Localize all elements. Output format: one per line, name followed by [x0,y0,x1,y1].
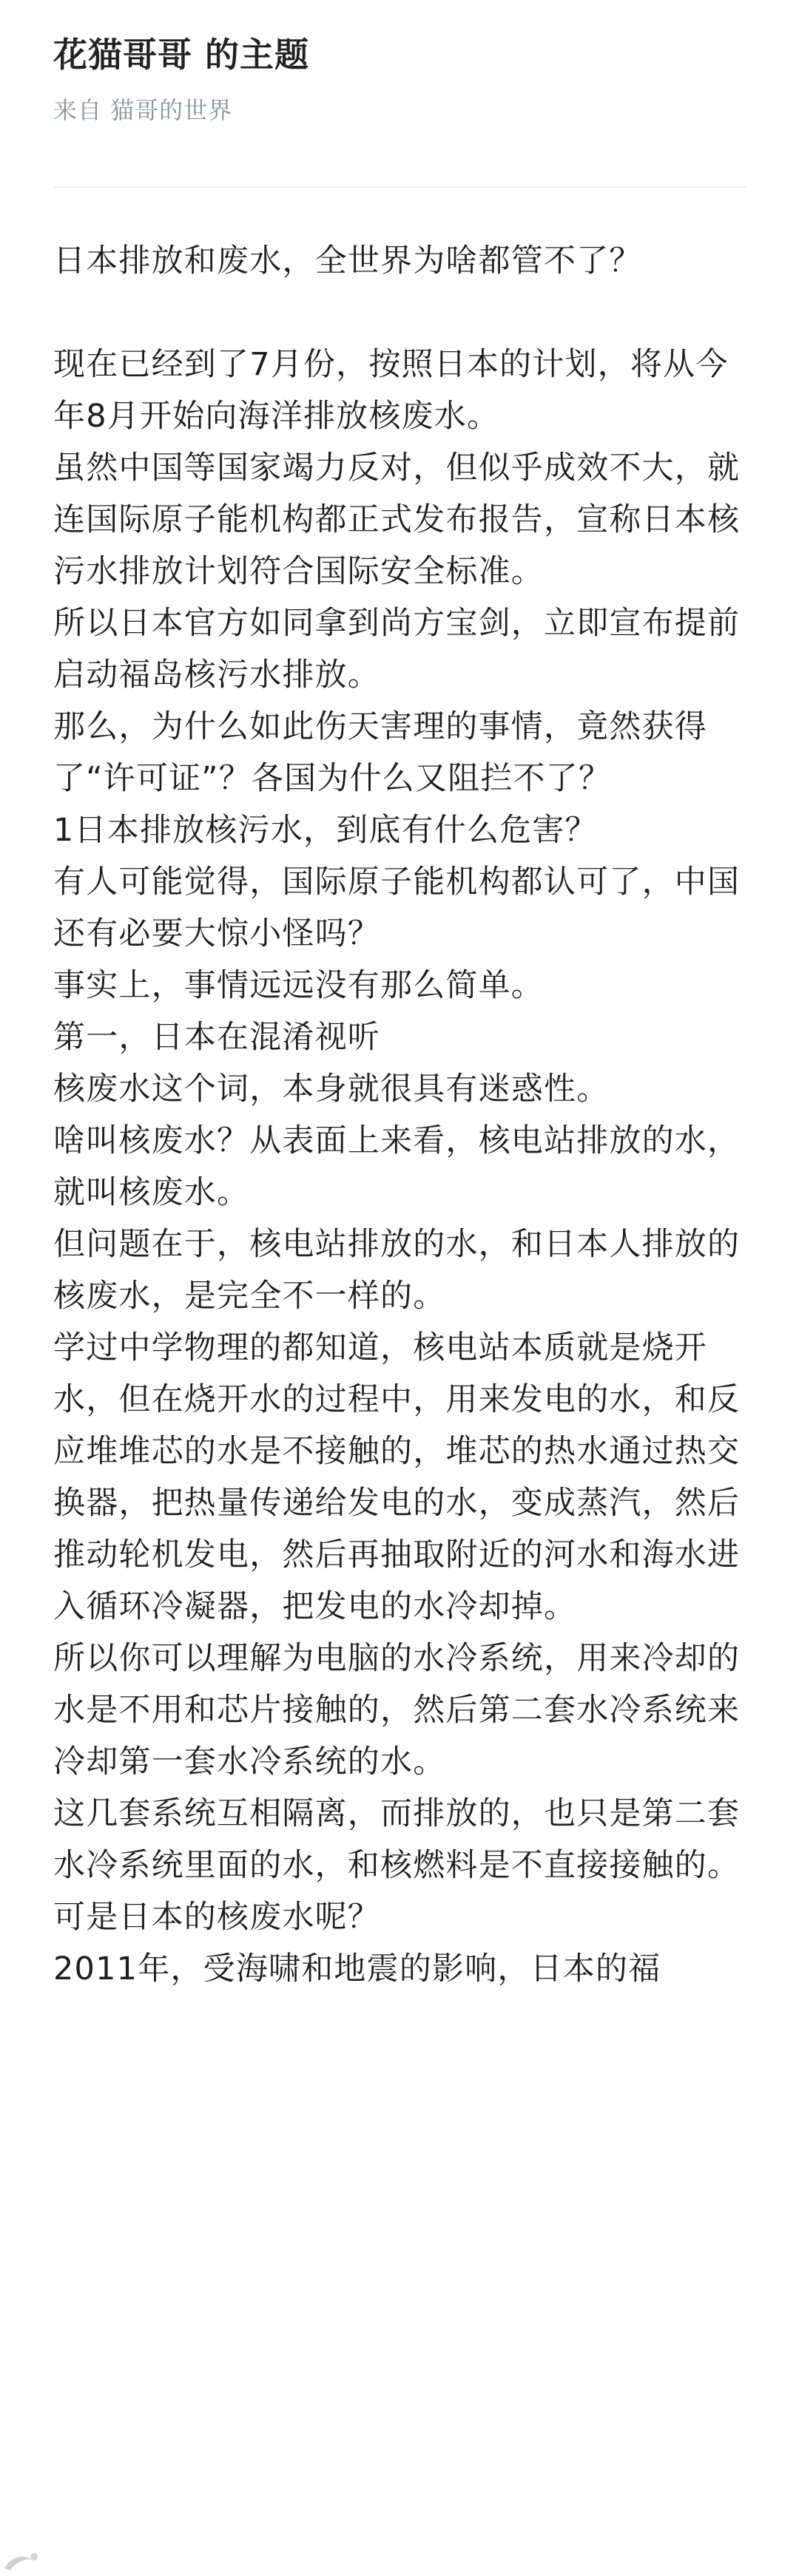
logo-watermark-icon [0,2543,44,2576]
article-paragraph: 有人可能觉得，国际原子能机构都认可了，中国还有必要大惊小怪吗？ [53,864,741,952]
article-paragraph: 但问题在于，核电站排放的水，和日本人排放的核废水，是完全不一样的。 [53,1226,741,1315]
article-paragraph: 2011年，受海啸和地震的影响，日本的福 [53,1950,661,1987]
article-paragraph: 所以你可以理解为电脑的水冷系统，用来冷却的水是不用和芯片接触的，然后第二套水冷系统来冷却第一套水冷系统的水。 [53,1640,741,1780]
article-paragraph: 啥叫核废水？从表面上来看，核电站排放的水，就叫核废水。 [53,1122,741,1211]
article-body [53,235,756,1995]
article-title-line: 日本排放和废水，全世界为啥都管不了？ [53,243,642,279]
header-divider [53,186,746,188]
article-paragraph: 现在已经到了7月份，按照日本的计划，将从今年8月开始向海洋排放核废水。 [53,346,729,435]
article-paragraph: 所以日本官方如同拿到尚方宝剑，立即宣布提前启动福岛核污水排放。 [53,605,741,694]
topic-header [0,0,799,191]
article-paragraph: 核废水这个词，本身就很具有迷惑性。 [53,1071,610,1108]
article-paragraph: 那么，为什么如此伤天害理的事情，竟然获得了“许可证”？各国为什么又阻拦不了？ [53,708,707,797]
topic-source[interactable]: 来自 猫哥的世界 [53,96,233,124]
article-paragraph: 可是日本的核废水呢？ [53,1899,380,1936]
article-paragraph: 学过中学物理的都知道，核电站本质就是烧开水，但在烧开水的过程中，用来发电的水，和反应堆堆芯的水是不接触的，堆芯的热水通过热交换器，把热量传递给发电的水，变成蒸汽，然后推动轮机发电，然后再抽取附近的河水和海水进入循环冷凝器，把发电的水冷却掉。 [53,1329,741,1625]
article-section-heading: 1日本排放核污水，到底有什么危害？ [53,812,598,849]
article-paragraph: 这几套系统互相隔离，而排放的，也只是第二套水冷系统里面的水，和核燃料是不直接接触的。 [53,1795,741,1884]
article-paragraph: 虽然中国等国家竭力反对，但似乎成效不大，就连国际原子能机构都正式发布报告，宣称日本核污水排放计划符合国际安全标准。 [53,450,741,590]
article-paragraph: 事实上，事情远远没有那么简单。 [53,967,544,1004]
topic-title: 花猫哥哥 的主题 [53,35,310,75]
article-subheading: 第一，日本在混淆视听 [53,1019,380,1056]
